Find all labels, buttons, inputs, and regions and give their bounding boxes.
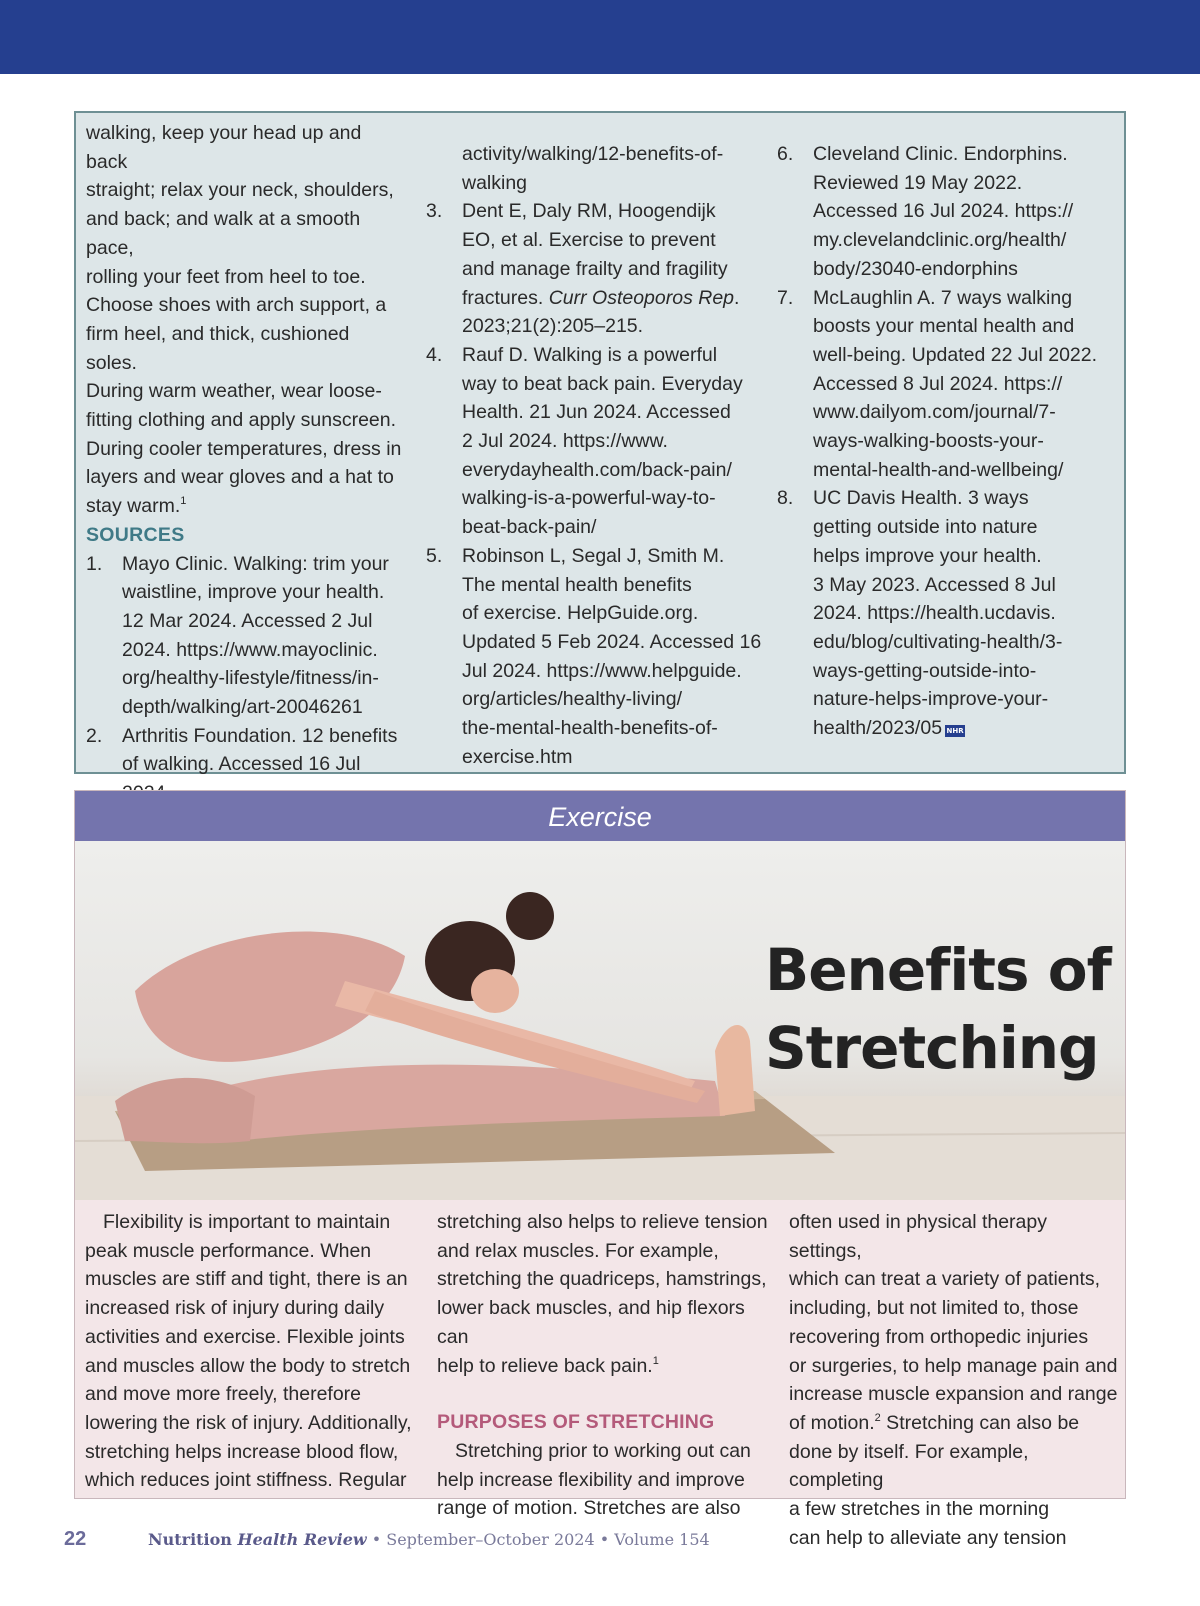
reference-number: 8. xyxy=(777,487,794,510)
citation-superscript: 2 xyxy=(874,1411,881,1424)
reference-line: 2024. https://www.mayoclinic. xyxy=(122,638,378,661)
reference-line: 3 May 2023. Accessed 8 Jul xyxy=(813,573,1056,596)
top-header-bar xyxy=(0,0,1200,74)
body-line: peak muscle performance. When xyxy=(85,1239,372,1262)
reference-number: 7. xyxy=(777,286,794,309)
reference-text: health/2023/05 xyxy=(813,717,943,740)
intro-line: fitting clothing and apply sunscreen. xyxy=(86,409,397,432)
intro-line: Choose shoes with arch support, a xyxy=(86,294,387,317)
intro-text: stay warm. xyxy=(86,495,181,518)
reference-line: exercise.htm xyxy=(462,745,573,768)
reference-line: Mayo Clinic. Walking: trim your xyxy=(122,552,389,575)
body-line xyxy=(789,1409,1123,1438)
intro-line: During cooler temperatures, dress in xyxy=(86,437,402,460)
reference-number: 5. xyxy=(426,544,443,567)
reference-line: waistline, improve your health. xyxy=(122,581,385,604)
reference-line: of walking. Accessed 16 Jul xyxy=(122,753,361,776)
reference-item xyxy=(86,550,404,722)
reference-line: org/articles/healthy-living/ xyxy=(462,688,683,711)
body-line: which reduces joint stiffness. Regular xyxy=(85,1469,407,1492)
body-line: increased risk of injury during daily xyxy=(85,1297,385,1320)
reference-line xyxy=(813,714,1117,743)
reference-line: way to beat back pain. Everyday xyxy=(462,372,743,395)
intro-line: rolling your feet from heel to toe. xyxy=(86,265,366,288)
sources-heading: SOURCES xyxy=(86,523,185,546)
reference-line: Cleveland Clinic. Endorphins. xyxy=(813,143,1068,165)
reference-item xyxy=(426,341,762,542)
reference-item xyxy=(426,197,762,341)
body-text: Stretching can also be xyxy=(880,1411,1080,1434)
body-line: help increase flexibility and improve xyxy=(437,1468,745,1491)
body-line: a few stretches in the morning xyxy=(789,1498,1050,1521)
reference-line: 2 Jul 2024. https://www. xyxy=(462,430,668,453)
body-line: Flexibility is important to maintain xyxy=(103,1211,391,1233)
body-line: can help to alleviate any tension xyxy=(789,1526,1067,1549)
body-line: and move more freely, therefore xyxy=(85,1383,362,1406)
reference-number: 6. xyxy=(777,143,794,165)
reference-line: mental-health-and-wellbeing/ xyxy=(813,458,1064,481)
body-line xyxy=(437,1352,773,1381)
reference-line: Jul 2024. https://www.helpguide. xyxy=(462,659,742,682)
reference-item xyxy=(777,284,1117,485)
reference-line: and manage frailty and fragility xyxy=(462,257,728,280)
reference-number: 4. xyxy=(426,343,443,366)
reference-line: 2024. https://health.ucdavis. xyxy=(813,602,1056,625)
reference-line xyxy=(462,284,762,313)
sources-column-1 xyxy=(86,119,404,865)
intro-line: and back; and walk at a smooth pace, xyxy=(86,208,361,259)
journal-title: Curr Osteoporos Rep xyxy=(548,286,735,309)
body-line: range of motion. Stretches are also xyxy=(437,1497,741,1520)
intro-line: During warm weather, wear loose- xyxy=(86,380,382,403)
intro-line: straight; relax your neck, shoulders, xyxy=(86,179,394,202)
body-line: and relax muscles. For example, xyxy=(437,1239,719,1262)
body-text: of motion. xyxy=(789,1411,875,1434)
reference-text: . xyxy=(734,286,740,309)
reference-item xyxy=(426,542,762,772)
reference-line: of exercise. HelpGuide.org. xyxy=(462,602,699,625)
reference-line: edu/blog/cultivating-health/3- xyxy=(813,630,1063,653)
intro-line xyxy=(86,492,404,521)
body-line: lowering the risk of injury. Additionally, xyxy=(85,1411,412,1434)
reference-line: Reviewed 19 May 2022. xyxy=(813,171,1023,194)
body-text: help to relieve back pain. xyxy=(437,1354,653,1377)
sources-box xyxy=(74,111,1126,774)
publication-info xyxy=(148,1530,710,1549)
body-line: recovering from orthopedic injuries xyxy=(789,1325,1089,1348)
reference-line: Health. 21 Jun 2024. Accessed xyxy=(462,401,731,424)
reference-line: beat-back-pain/ xyxy=(462,516,597,539)
reference-line: depth/walking/art-20046261 xyxy=(122,696,363,719)
reference-line: Accessed 8 Jul 2024. https:// xyxy=(813,372,1063,395)
sources-column-2 xyxy=(426,140,762,771)
article-column-1 xyxy=(85,1208,415,1495)
body-line: activities and exercise. Flexible joints xyxy=(85,1325,405,1348)
reference-line: everydayhealth.com/back-pain/ xyxy=(462,458,732,481)
reference-line: 2023;21(2):205–215. xyxy=(462,315,644,338)
body-line: increase muscle expansion and range xyxy=(789,1383,1118,1406)
intro-line: firm heel, and thick, cushioned soles. xyxy=(86,322,350,374)
intro-line: walking, keep your head up and back xyxy=(86,122,362,173)
reference-line: EO, et al. Exercise to prevent xyxy=(462,229,716,252)
article-title xyxy=(765,931,1115,1087)
reference-line: the-mental-health-benefits-of- xyxy=(462,717,718,740)
reference-line: ways-walking-boosts-your- xyxy=(813,430,1044,453)
reference-line: McLaughlin A. 7 ways walking xyxy=(813,286,1073,309)
reference-line: Updated 5 Feb 2024. Accessed 16 xyxy=(462,630,762,653)
reference-line: my.clevelandclinic.org/health/ xyxy=(813,229,1067,252)
body-line: including, but not limited to, those xyxy=(789,1297,1079,1320)
sources-column-3 xyxy=(777,140,1117,743)
body-line: which can treat a variety of patients, xyxy=(789,1268,1101,1291)
publication-name: Nutrition xyxy=(148,1530,238,1549)
body-line: lower back muscles, and hip flexors can xyxy=(437,1297,745,1348)
reference-line: UC Davis Health. 3 ways xyxy=(813,487,1029,510)
reference-item xyxy=(777,140,1117,284)
body-line: and muscles allow the body to stretch xyxy=(85,1354,411,1377)
reference-line: helps improve your health. xyxy=(813,544,1042,567)
reference-line: The mental health benefits xyxy=(462,573,692,596)
body-line: done by itself. For example, completing xyxy=(789,1440,1029,1492)
article-column-3 xyxy=(789,1208,1123,1552)
reference-item xyxy=(777,484,1117,742)
body-line: muscles are stiff and tight, there is an xyxy=(85,1268,408,1291)
reference-item-continued xyxy=(426,140,762,197)
stretching-photo xyxy=(75,841,1125,1200)
reference-line: walking-is-a-powerful-way-to- xyxy=(462,487,716,510)
intro-line: layers and wear gloves and a hat to xyxy=(86,466,394,489)
body-line: or surgeries, to help manage pain and xyxy=(789,1354,1118,1377)
reference-number: 1. xyxy=(86,552,103,575)
reference-line: Accessed 16 Jul 2024. https:// xyxy=(813,200,1074,223)
nhr-end-logo: NHR xyxy=(946,727,964,736)
body-line: Stretching prior to working out can xyxy=(455,1439,751,1462)
reference-line: www.dailyom.com/journal/7- xyxy=(813,401,1056,424)
reference-line: Robinson L, Segal J, Smith M. xyxy=(462,544,725,567)
article-title-line: Benefits of xyxy=(765,936,1111,1004)
reference-line: Arthritis Foundation. 12 benefits xyxy=(122,724,398,747)
reference-line: nature-helps-improve-your- xyxy=(813,688,1049,711)
section-label: Exercise xyxy=(75,791,1125,841)
body-line: stretching also helps to relieve tension xyxy=(437,1211,768,1233)
reference-line: Rauf D. Walking is a powerful xyxy=(462,343,718,366)
reference-line: ways-getting-outside-into- xyxy=(813,659,1037,682)
reference-line: body/23040-endorphins xyxy=(813,257,1018,280)
purposes-heading: PURPOSES OF STRETCHING xyxy=(437,1411,715,1434)
page-number: 22 xyxy=(64,1528,87,1550)
body-line: stretching the quadriceps, hamstrings, xyxy=(437,1268,767,1291)
reference-number: 3. xyxy=(426,200,443,223)
reference-line: getting outside into nature xyxy=(813,516,1038,539)
reference-line: walking xyxy=(462,171,528,194)
body-line: often used in physical therapy settings, xyxy=(789,1211,1047,1262)
reference-line: 12 Mar 2024. Accessed 2 Jul xyxy=(122,609,373,632)
reference-line: well-being. Updated 22 Jul 2022. xyxy=(813,343,1098,366)
citation-superscript: 1 xyxy=(180,495,187,508)
reference-line: activity/walking/12-benefits-of- xyxy=(462,143,724,165)
body-line: stretching helps increase blood flow, xyxy=(85,1440,399,1463)
reference-line: org/healthy-lifestyle/fitness/in- xyxy=(122,667,379,690)
publication-name-italic: Health Review xyxy=(237,1530,367,1549)
article-title-line: Stretching xyxy=(765,1014,1099,1082)
citation-superscript: 1 xyxy=(652,1354,659,1367)
reference-number: 2. xyxy=(86,724,103,747)
issue-info: • September–October 2024 • Volume 154 xyxy=(366,1530,710,1549)
reference-text: fractures. xyxy=(462,286,549,309)
reference-line: boosts your mental health and xyxy=(813,315,1075,338)
reference-line: Dent E, Daly RM, Hoogendijk xyxy=(462,200,716,223)
article-column-2 xyxy=(437,1208,773,1523)
